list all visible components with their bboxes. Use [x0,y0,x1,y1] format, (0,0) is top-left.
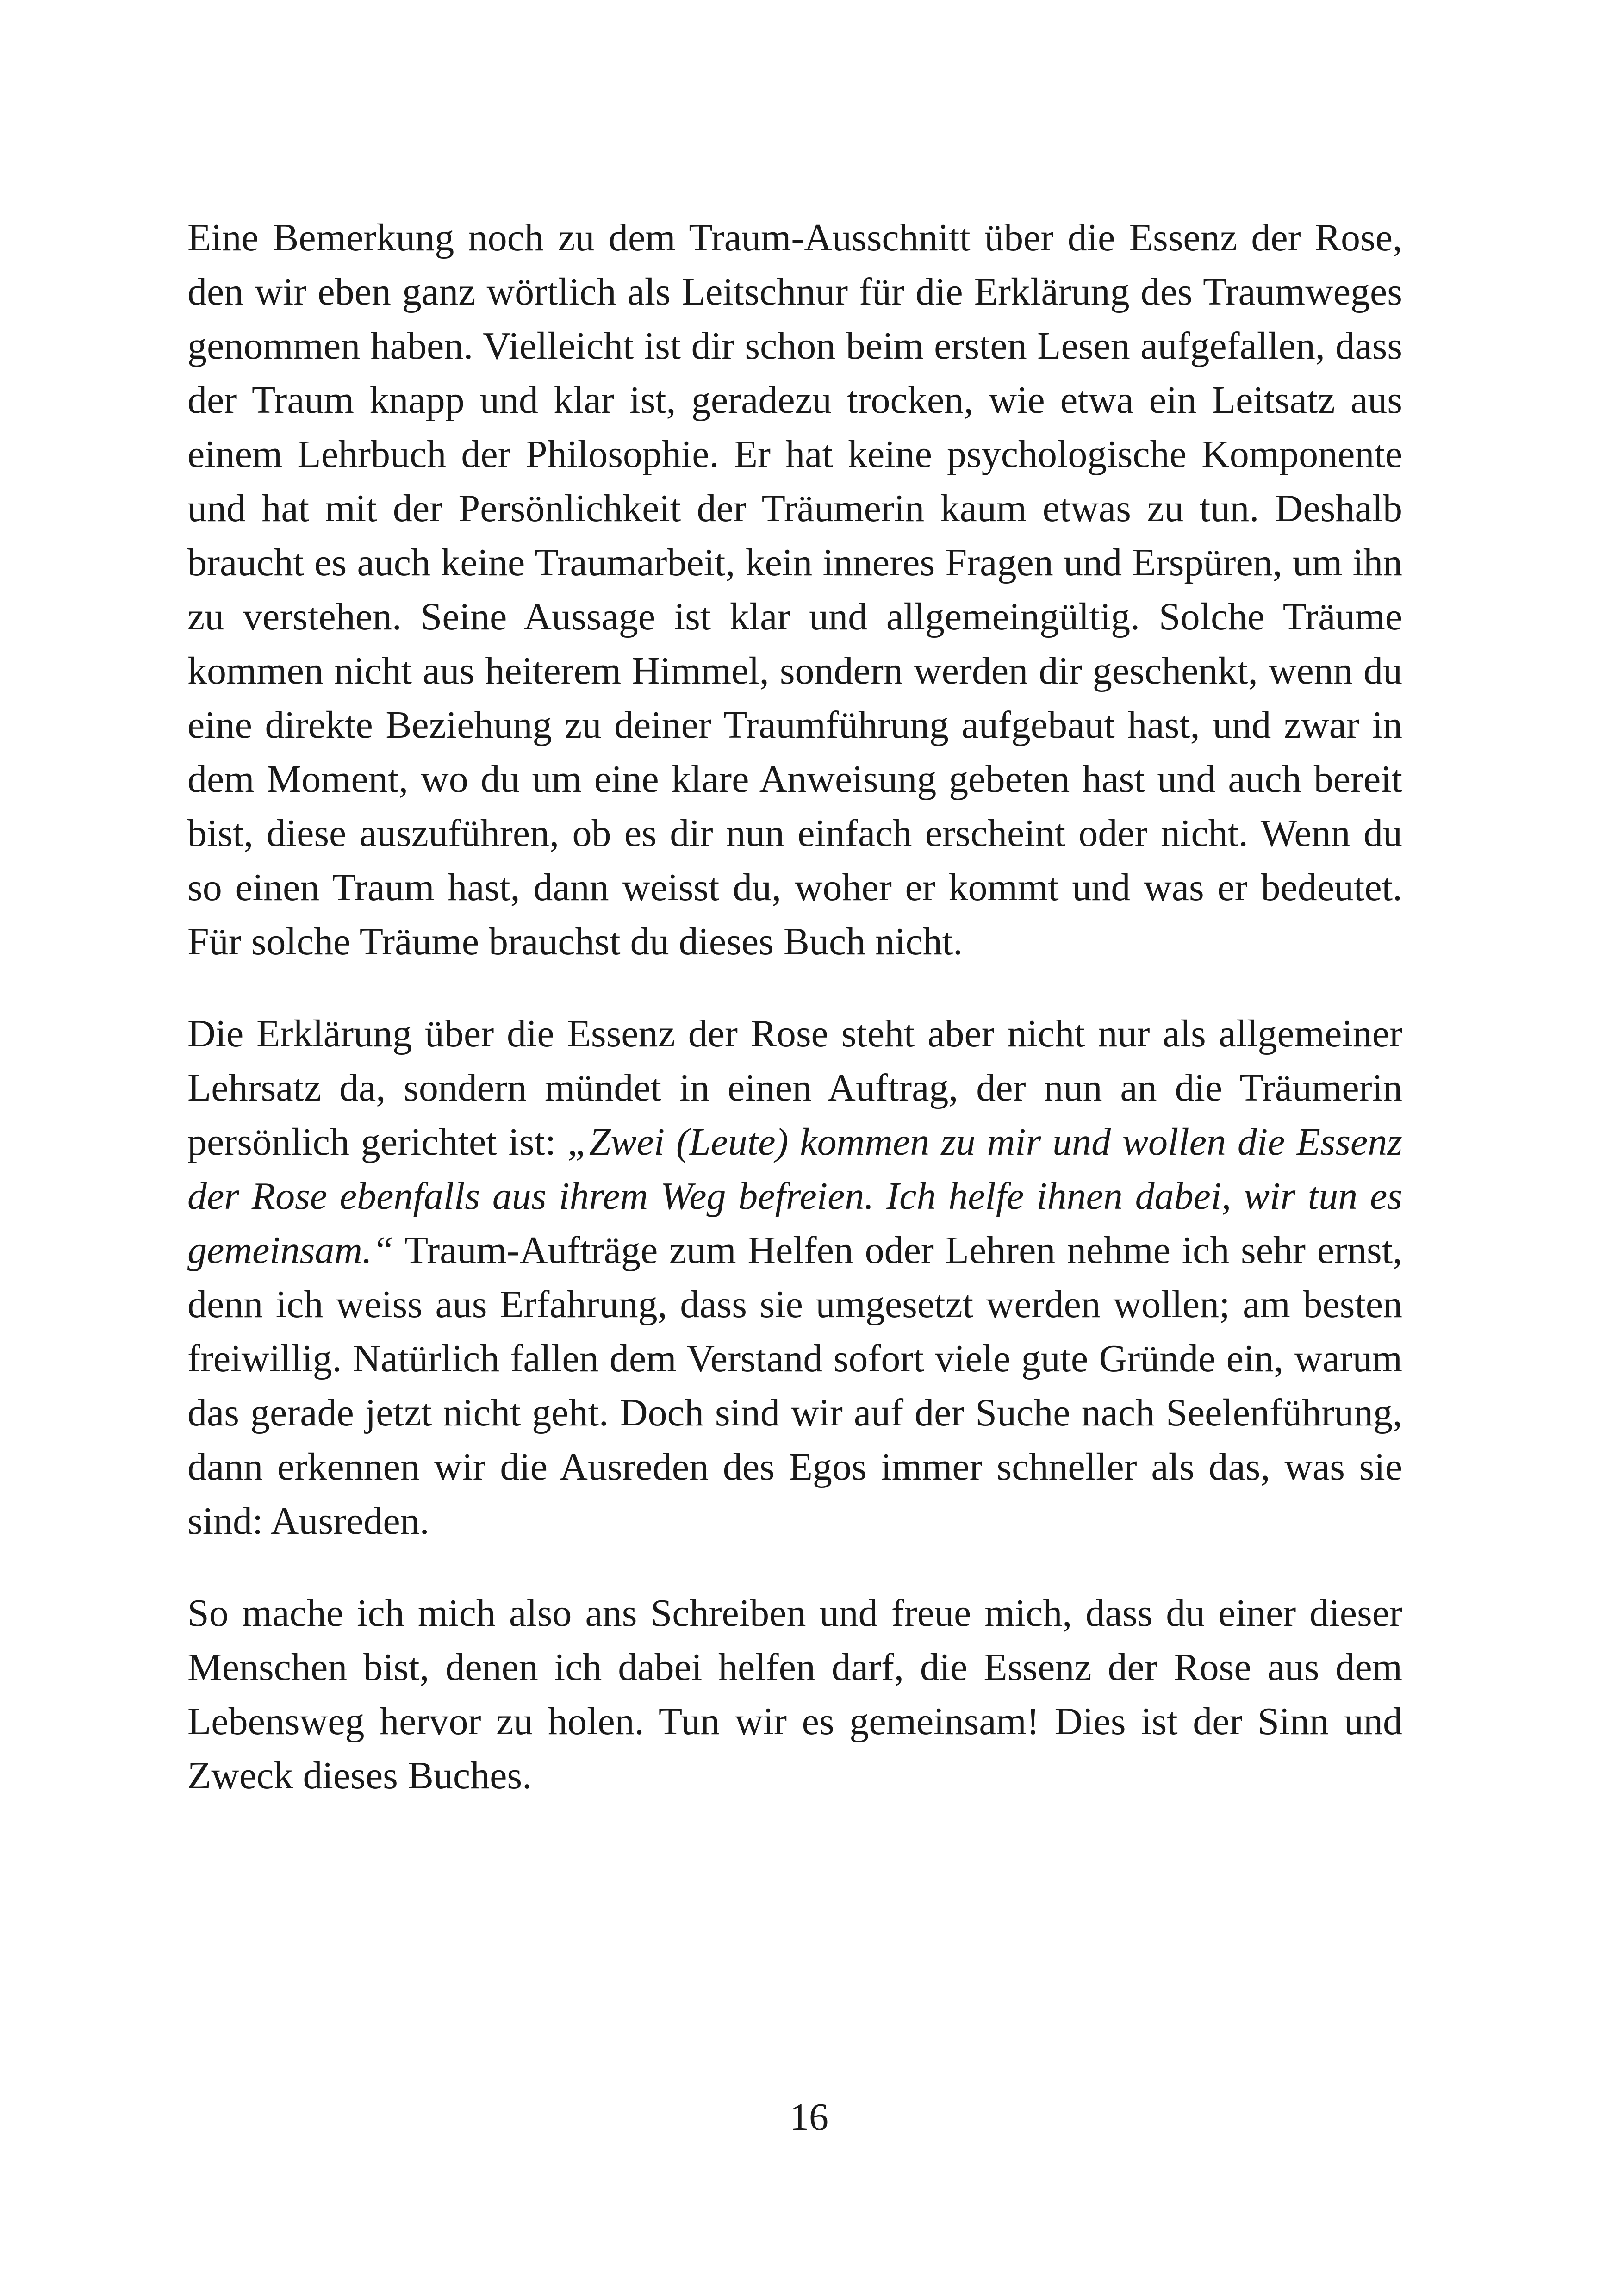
paragraph-2 [187,1007,1402,1548]
body-text [187,211,1402,1803]
paragraph-2-rest: Traum-Aufträge zum Helfen oder Lehren nehme ich sehr ernst, denn ich weiss aus Erfahrung, dass sie umgesetzt werden wollen; am besten freiwillig. Natürlich fallen dem Verstand sofort viele gute Gründe ein, warum das gerade jetzt nicht geht. Doch sind wir auf der Suche nach Seelenführung, dann erkennen wir die Ausreden des Egos immer schneller als das, was sie sind: Ausreden. [187,1229,1402,1543]
paragraph-1: Eine Bemerkung noch zu dem Traum-Ausschnitt über die Essenz der Rose, den wir eben ganz wörtlich als Leitschnur für die Erklärung des Traumweges genommen haben. Vielleicht ist dir schon beim ersten Lesen aufgefallen, dass der Traum knapp und klar ist, geradezu trocken, wie etwa ein Leitsatz aus einem Lehrbuch der Philosophie. Er hat keine psychologische Komponente und hat mit der Persönlichkeit der Träumerin kaum etwas zu tun. Deshalb braucht es auch keine Traumarbeit, kein inneres Fragen und Erspüren, um ihn zu verstehen. Seine Aussage ist klar und allgemeingültig. Solche Träume kommen nicht aus heiterem Himmel, sondern werden dir geschenkt, wenn du eine direkte Beziehung zu deiner Traumführung aufgebaut hast, und zwar in dem Moment, wo du um eine klare Anweisung gebeten hast und auch bereit bist, diese auszuführen, ob es dir nun einfach erscheint oder nicht. Wenn du so einen Traum hast, dann weisst du, woher er kommt und was er bedeutet. Für solche Träume brauchst du dieses Buch nicht. [187,216,1402,963]
paragraph-3: So mache ich mich also ans Schreiben und freue mich, dass du einer dieser Menschen bist, denen ich dabei helfen darf, die Essenz der Rose aus dem Lebensweg hervor zu holen. Tun wir es gemeinsam! Dies ist der Sinn und Zweck dieses Buches. [187,1592,1402,1797]
dream-quote: „Zwei (Leute) kommen zu mir und wollen die Essenz der Rose ebenfalls aus ihrem Weg befreien. Ich helfe ihnen dabei, wir tun es gemeinsam.“ [187,1120,1402,1272]
page-number: 16 [790,2096,828,2139]
paragraph-2-intro: Die Erklärung über die Essenz der Rose steht aber nicht nur als allgemeiner Lehrsatz da, sondern mündet in einen Auftrag, der nun an die Träumerin persönlich gerichtet ist: [187,1012,1402,1164]
